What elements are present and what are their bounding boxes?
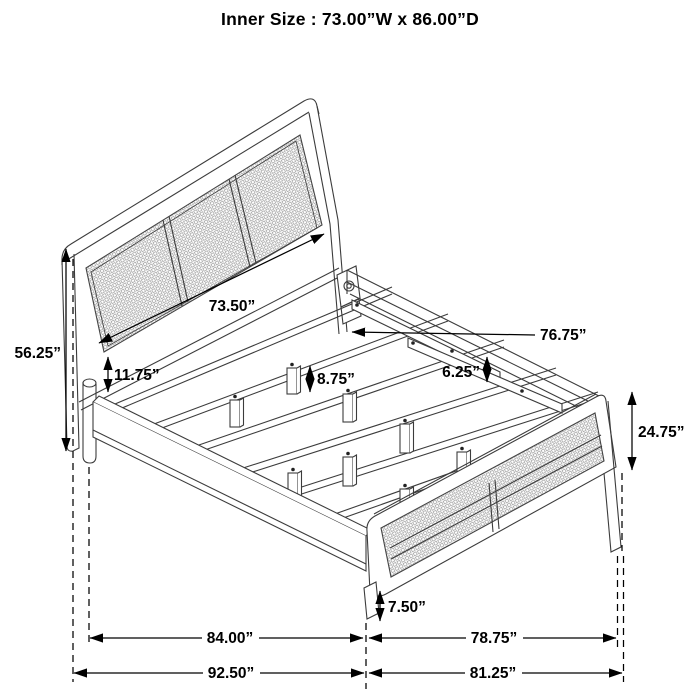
label-footboard-height: 24.75” — [638, 424, 685, 441]
label-footboard-leg-height: 7.50” — [388, 599, 426, 616]
label-inner-span-right: 78.75” — [470, 630, 518, 647]
back-side-rail — [347, 270, 604, 420]
inner-size-title: Inner Size : 73.00”W x 86.00”D — [221, 9, 479, 29]
footboard-left-leg — [364, 582, 379, 619]
label-headboard-width: 73.50” — [208, 298, 256, 315]
dim-leader-support-rail — [352, 332, 535, 335]
label-support-rail-length: 76.75” — [540, 327, 587, 344]
label-overall-span-left: 92.50” — [207, 665, 255, 682]
dimension-labels — [14, 298, 684, 682]
label-slat-leg-height: 8.75” — [317, 371, 355, 388]
center-support-rails — [352, 300, 562, 413]
label-under-headboard-gap: 11.75” — [114, 367, 160, 384]
headboard-cane-mesh — [86, 135, 322, 352]
label-rail-gap: 6.25” — [442, 364, 480, 381]
label-overall-span-right: 81.25” — [469, 665, 517, 682]
label-inner-span-left: 84.00” — [206, 630, 254, 647]
label-headboard-height: 56.25” — [14, 345, 61, 362]
